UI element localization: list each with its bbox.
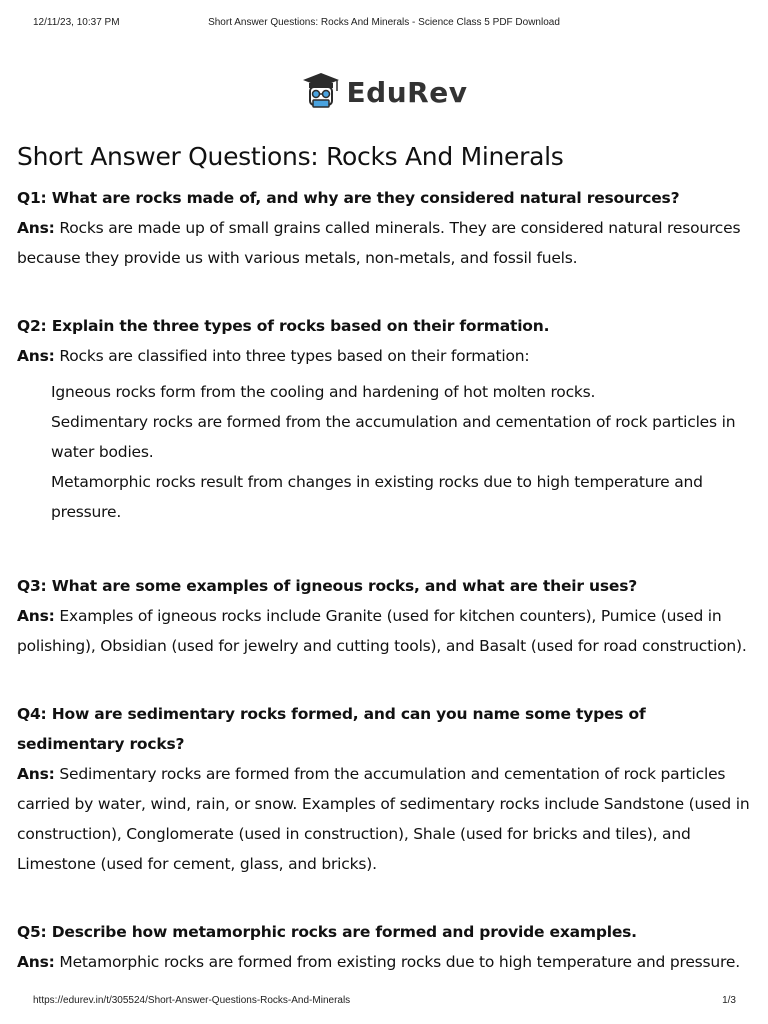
list-item: Igneous rocks form from the cooling and hardening of hot molten rocks.	[51, 383, 596, 401]
rock-types-list	[51, 377, 757, 527]
question-5: Q5: Describe how metamorphic rocks are formed and provide examples.	[17, 923, 637, 941]
question-2: Q2: Explain the three types of rocks based on their formation.	[17, 317, 550, 335]
answer-text: Rocks are made up of small grains called minerals. They are considered natural resources because they provide us with various metals, non-metals, and fossil fuels.	[17, 219, 741, 267]
answer-text: Rocks are classified into three types based on their formation:	[59, 347, 530, 365]
list-item: Sedimentary rocks are formed from the accumulation and cementation of rock particles in water bodies.	[51, 413, 736, 461]
ans-label: Ans:	[17, 347, 55, 365]
ans-label: Ans:	[17, 953, 55, 971]
ans-label: Ans:	[17, 219, 55, 237]
question-4: Q4: How are sedimentary rocks formed, and can you name some types of sedimentary rocks?	[17, 705, 646, 753]
answer-text: Sedimentary rocks are formed from the accumulation and cementation of rock particles carried by water, wind, rain, or snow. Examples of sedimentary rocks include Sandstone (used in construction), Conglomerate (used in construction), Shale (used for bricks and tiles), and Limestone (used for cement, glass, and bricks).	[17, 765, 750, 873]
question-3: Q3: What are some examples of igneous rocks, and what are their uses?	[17, 577, 638, 595]
question-1: Q1: What are rocks made of, and why are they considered natural resources?	[17, 189, 680, 207]
page-number: 1/3	[722, 995, 736, 1006]
qa-block-2	[17, 311, 757, 527]
qa-block-4	[17, 699, 757, 879]
answer-5	[17, 947, 757, 977]
qa-block-3	[17, 571, 757, 661]
answer-2	[17, 341, 757, 371]
ans-label: Ans:	[17, 607, 55, 625]
page-title: Short Answer Questions: Rocks And Minerals	[17, 142, 564, 171]
qa-block-5	[17, 917, 757, 977]
answer-1	[17, 213, 757, 273]
pdf-print-header	[0, 0, 768, 40]
ans-label: Ans:	[17, 765, 55, 783]
source-url[interactable]: https://edurev.in/t/305524/Short-Answer-Questions-Rocks-And-Minerals	[33, 995, 351, 1006]
edurev-logo[interactable]	[0, 72, 768, 112]
qa-block-1	[17, 183, 757, 273]
logo-text: EduRev	[346, 75, 468, 109]
graduate-mascot-icon	[301, 71, 341, 114]
print-datetime: 12/11/23, 10:37 PM	[33, 17, 120, 28]
answer-4	[17, 759, 757, 879]
answer-text: Examples of igneous rocks include Granite (used for kitchen counters), Pumice (used in polishing), Obsidian (used for jewelry and cutting tools), and Basalt (used for road construction).	[17, 607, 747, 655]
answer-3	[17, 601, 757, 661]
document-body	[17, 142, 757, 977]
print-doc-title: Short Answer Questions: Rocks And Minerals - Science Class 5 PDF Download	[208, 17, 560, 28]
answer-text: Metamorphic rocks are formed from existing rocks due to high temperature and pressure.	[59, 953, 740, 971]
list-item: Metamorphic rocks result from changes in existing rocks due to high temperature and pressure.	[51, 473, 703, 521]
